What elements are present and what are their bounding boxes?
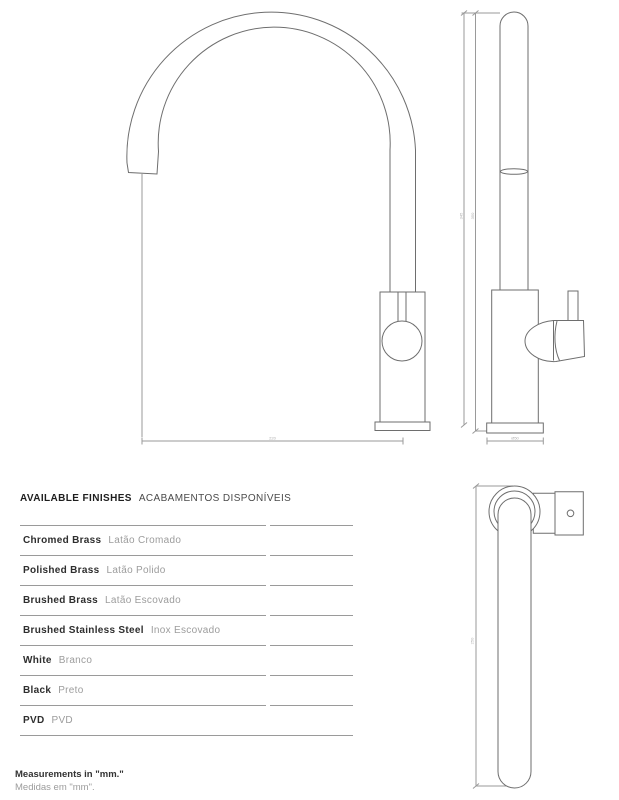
finishes-table (20, 487, 353, 736)
finish-name-pt: Latão Cromado (108, 535, 182, 546)
table-bottom-rule (20, 735, 353, 736)
finish-name-pt: Branco (58, 655, 93, 666)
finishes-header-en: AVAILABLE FINISHES (20, 493, 132, 504)
base-dim-label: Ø50 (511, 435, 519, 441)
table-row (20, 675, 353, 705)
finish-name-en: Brushed Brass (23, 595, 99, 606)
height-dim-line-inner (473, 11, 489, 434)
handle-top-rect (555, 492, 583, 535)
finish-name-pt: Inox Escovado (150, 625, 221, 636)
spout-tip-outline (127, 152, 159, 175)
top-view-drawing (450, 470, 600, 800)
faucet-side-outline (487, 12, 585, 445)
spout-arch-inner (158, 27, 390, 292)
finish-name-en: White (23, 655, 52, 666)
spout-arch-outer (127, 12, 416, 292)
height-label-inner: 350 (470, 212, 475, 220)
finish-name-pt: Preto (58, 685, 84, 696)
base-flange (375, 422, 430, 431)
finish-name-en: Brushed Stainless Steel (23, 625, 144, 636)
table-row (20, 525, 353, 555)
side-view-drawing (450, 0, 600, 450)
finish-name-en: Black (23, 685, 52, 696)
finish-name-en: Chromed Brass (23, 535, 102, 546)
finish-name-pt: Latão Polido (106, 565, 166, 576)
front-dimension (142, 174, 403, 445)
base-flange-side (487, 423, 544, 433)
faucet-top-outline (489, 486, 583, 788)
finish-name-pt: PVD (51, 715, 73, 726)
finish-name-en: PVD (23, 715, 45, 726)
finish-name-pt: Latão Escovado (105, 595, 181, 606)
height-label-outer: 345 (458, 212, 464, 220)
table-row (20, 555, 353, 585)
aerator-line (501, 169, 528, 175)
table-rule-gap (266, 518, 270, 711)
body-outline-side (492, 290, 539, 423)
finish-name-en: Polished Brass (23, 565, 100, 576)
measurements-note-en: Measurements in "mm." (15, 769, 124, 780)
dimension-label: 220 (269, 435, 276, 441)
measurements-note (15, 768, 124, 794)
table-row (20, 705, 353, 735)
faucet-front-outline (127, 12, 430, 430)
plan-dim-label: 250 (469, 637, 475, 645)
spout-tube-outline (500, 12, 528, 290)
table-row (20, 585, 353, 615)
spout-top-capsule (498, 498, 531, 788)
finishes-table-header (20, 487, 353, 525)
finishes-header-pt: ACABAMENTOS DISPONÍVEIS (138, 493, 292, 504)
front-view-drawing (100, 0, 430, 450)
table-row (20, 645, 353, 675)
handle-lever-stick (568, 291, 578, 321)
table-row (20, 615, 353, 645)
measurements-note-pt: Medidas em "mm". (15, 782, 95, 793)
handle-knob-circle (382, 321, 422, 361)
